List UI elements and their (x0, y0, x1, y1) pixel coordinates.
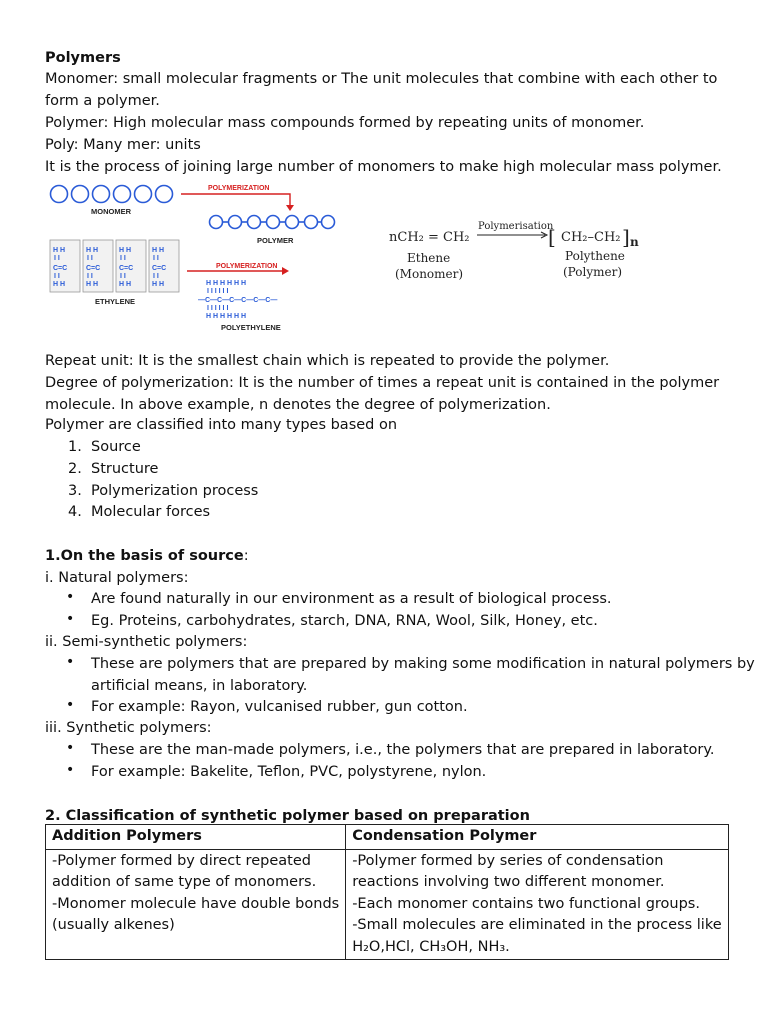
table-header-row (46, 825, 729, 850)
svg-text:—C—C—C—C—C—C—: —C—C—C—C—C—C— (198, 297, 278, 304)
equation-arrow-label: Polymerisation (478, 221, 554, 232)
polymerisation-equation (385, 210, 685, 290)
addition-cell (46, 849, 346, 960)
svg-text:H H: H H (119, 247, 132, 254)
polythene-role: (Polymer) (563, 265, 623, 279)
poly-definition: Poly: Many mer: units (45, 137, 201, 153)
section1-heading: 1.On the basis of source: (45, 548, 249, 564)
svg-text:H H: H H (152, 247, 165, 254)
polyethylene-label: POLYETHYLENE (221, 323, 281, 332)
process-definition: It is the process of joining large number of monomers to make high molecular mass polymer. (45, 159, 722, 175)
polyethylene-structure (198, 280, 277, 320)
bullet-icon: • (66, 611, 75, 627)
list-number: 1. (68, 439, 82, 455)
svg-text:I I I I I: I I I I I I (207, 305, 229, 312)
monomer-circles (51, 186, 173, 203)
list-number: 3. (68, 483, 82, 499)
cell-line: reactions involving two different monomer. (352, 874, 665, 890)
svg-text:H H: H H (119, 281, 132, 288)
svg-text:H H: H H (86, 281, 99, 288)
repeat-unit-definition: Repeat unit: It is the smallest chain which is repeated to provide the polymer. (45, 353, 610, 369)
synthetic-heading: iii. Synthetic polymers: (45, 720, 212, 736)
cell-line: H₂O,HCl, CH₃OH, NH₃. (352, 938, 510, 955)
semi-bullet-2: For example: Rayon, vulcanised rubber, gun cotton. (91, 699, 468, 715)
polymer-chain (210, 216, 335, 229)
condensation-cell (346, 849, 728, 960)
ethylene-molecules (50, 240, 179, 292)
svg-text:C=C: C=C (86, 265, 101, 272)
svg-text:C=C: C=C (53, 265, 68, 272)
semi-bullet-1-line1: These are polymers that are prepared by making some modification in natural polymers by (91, 656, 755, 672)
cell-line: (usually alkenes) (52, 917, 175, 933)
svg-text:H H H H H H: H H H H H H (206, 280, 247, 287)
equation-product: CH₂–CH₂ (561, 230, 621, 245)
bullet-icon: • (66, 589, 75, 605)
classified-intro: Polymer are classified into many types based on (45, 417, 398, 433)
ethene-role: (Monomer) (395, 267, 464, 281)
synthetic-bullet-2: For example: Bakelite, Teflon, PVC, polystyrene, nylon. (91, 764, 487, 780)
svg-text:I I I I I: I I I I I I (207, 288, 229, 295)
natural-bullet-1: Are found naturally in our environment as a result of biological process. (91, 591, 612, 607)
svg-text:[: [ (548, 225, 556, 249)
svg-text:I I: I I (120, 255, 126, 262)
bullet-icon: • (66, 762, 75, 778)
ethylene-label: ETHYLENE (95, 297, 136, 306)
list-number: 2. (68, 461, 82, 477)
monomer-definition-line2: form a polymer. (45, 93, 160, 109)
equation-n: n (630, 235, 639, 249)
page-title: Polymers (45, 50, 121, 66)
natural-bullet-2: Eg. Proteins, carbohydrates, starch, DNA, RNA, Wool, Silk, Honey, etc. (91, 613, 598, 629)
polymerization-label-top: POLYMERIZATION (208, 185, 270, 192)
svg-text:I I: I I (54, 255, 60, 262)
cell-line: addition of same type of monomers. (52, 874, 317, 890)
ethene-label: Ethene (407, 251, 451, 265)
natural-polymers-heading: i. Natural polymers: (45, 570, 189, 586)
svg-text:I I: I I (87, 255, 93, 262)
svg-text:C=C: C=C (152, 265, 167, 272)
semi-synthetic-heading: ii. Semi-synthetic polymers: (45, 634, 248, 650)
cell-line: -Monomer molecule have double bonds (52, 895, 340, 912)
degree-definition-line2: molecule. In above example, n denotes the degree of polymerization. (45, 397, 551, 413)
section2-heading: 2. Classification of synthetic polymer based on preparation (45, 808, 530, 824)
polymerization-label-bottom: POLYMERIZATION (216, 263, 278, 270)
bullet-icon: • (66, 654, 75, 670)
list-text: Molecular forces (91, 504, 211, 520)
svg-text:H H: H H (86, 247, 99, 254)
list-text: Source (91, 439, 141, 455)
cell-line: -Polymer formed by series of condensation (352, 852, 664, 869)
list-text: Structure (91, 461, 159, 477)
degree-definition-line1: Degree of polymerization: It is the number of times a repeat unit is contained in the polymer (45, 375, 720, 391)
semi-bullet-1-line2: artificial means, in laboratory. (91, 678, 308, 694)
table-header-addition: Addition Polymers (46, 825, 346, 850)
svg-text:I I: I I (120, 273, 126, 280)
equation-reactant: nCH₂ = CH₂ (389, 230, 470, 245)
cell-line: -Small molecules are eliminated in the process like (352, 917, 722, 933)
svg-text:H H: H H (53, 247, 66, 254)
svg-text:H H H H H H: H H H H H H (206, 313, 247, 320)
monomer-label: MONOMER (91, 207, 131, 216)
list-number: 4. (68, 504, 82, 520)
cell-line: -Polymer formed by direct repeated (52, 852, 311, 869)
cell-line: -Each monomer contains two functional groups. (352, 895, 700, 912)
polymer-definition: Polymer: High molecular mass compounds formed by repeating units of monomer. (45, 115, 645, 131)
polymer-classification-table (45, 824, 729, 960)
bullet-icon: • (66, 740, 75, 756)
svg-text:H H: H H (53, 281, 66, 288)
bullet-icon: • (66, 697, 75, 713)
polymerization-diagram (48, 178, 348, 338)
svg-text:I I: I I (87, 273, 93, 280)
svg-text:]: ] (622, 225, 630, 249)
monomer-definition-line1: Monomer: small molecular fragments or The unit molecules that combine with each other to (45, 71, 718, 87)
list-text: Polymerization process (91, 483, 259, 499)
polymer-label: POLYMER (257, 236, 294, 245)
synthetic-bullet-1: These are the man-made polymers, i.e., the polymers that are prepared in laboratory. (91, 742, 715, 758)
table-row (46, 849, 729, 960)
svg-text:H H: H H (152, 281, 165, 288)
svg-text:C=C: C=C (119, 265, 134, 272)
svg-text:I I: I I (153, 273, 159, 280)
svg-text:I I: I I (153, 255, 159, 262)
table-header-condensation: Condensation Polymer (346, 825, 728, 850)
polythene-label: Polythene (565, 249, 625, 263)
svg-text:I I: I I (54, 273, 60, 280)
